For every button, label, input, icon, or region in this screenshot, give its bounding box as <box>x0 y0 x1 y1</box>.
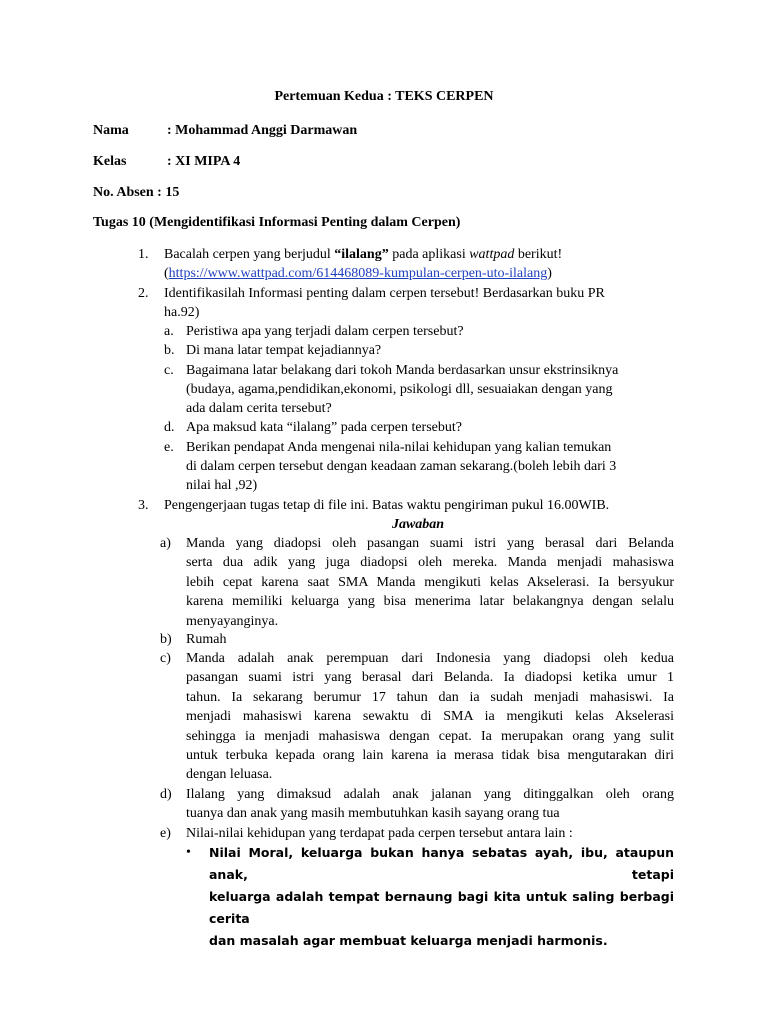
sub-a-label: a. <box>164 324 174 339</box>
sub-a-text: Peristiwa apa yang terjadi dalam cerpen tersebut? <box>186 324 464 339</box>
instruction-3-number: 3. <box>138 498 149 513</box>
answer-b-line: Rumah <box>186 632 227 647</box>
sub-d-text: Apa maksud kata “ilalang” pada cerpen tersebut? <box>186 420 462 435</box>
answer-e-label: e) <box>160 826 171 841</box>
instruction-1-link-line <box>164 264 552 283</box>
wattpad-link[interactable]: https://www.wattpad.com/614468089-kumpulan-cerpen-uto-ilalang <box>168 266 548 281</box>
name-label: Nama <box>93 123 129 138</box>
answer-c-text <box>186 649 674 785</box>
task-title: Tugas 10 (Mengidentifikasi Informasi Penting dalam Cerpen) <box>93 215 461 230</box>
sub-e-line-2: di dalam cerpen tersebut dengan keadaan zaman sekarang.(boleh lebih dari 3 <box>186 459 617 474</box>
sub-c-line-2: (budaya, agama,pendidikan,ekonomi, psikologi dll, sesuaiakan dengan yang <box>186 382 613 397</box>
sub-e-label: e. <box>164 440 174 455</box>
bullet-line: keluarga adalah tempat bernaung bagi kita untuk saling berbagi cerita <box>209 889 674 926</box>
answer-a-line: serta dua adik yang juga diadopsi oleh mereka. Manda menjadi mahasiswa <box>186 555 674 571</box>
answer-c-line: dengan leluasa. <box>186 767 273 783</box>
instruction-2-line-2: ha.92) <box>164 305 200 320</box>
answer-c-line: menjadi mahasiswi karena sewaktu di SMA ia mengikuti kelas Akselerasi <box>186 709 674 725</box>
instruction-1-number: 1. <box>138 247 149 262</box>
link-paren-open: ( <box>164 266 169 281</box>
sub-d-label: d. <box>164 420 175 435</box>
answer-d-label: d) <box>160 787 172 802</box>
story-title: “ilalang” <box>334 247 389 262</box>
answer-a-line: karena memiliki keluarga yang bisa menerima latar belakangnya dengan selalu <box>186 594 674 610</box>
sub-e-line-1: Berikan pendapat Anda mengenai nila-nilai kehidupan yang kalian temukan <box>186 440 612 455</box>
answer-a-line: Manda yang diadopsi oleh pasangan suami istri yang berasal dari Belanda <box>186 536 674 551</box>
sub-e-line-3: nilai hal ,92) <box>186 478 258 493</box>
answer-c-label: c) <box>160 651 171 666</box>
answer-a-line: menyayanginya. <box>186 613 279 629</box>
sub-c-line-1: Bagaimana latar belakang dari tokoh Manda berdasarkan unsur ekstrinsiknya <box>186 363 619 378</box>
answer-c-line: sehingga ia menjadi mahasiswa dengan cepat. Ia merupakan orang yang sulit <box>186 728 674 744</box>
answer-d-line: Ilalang yang dimaksud adalah anak jalanan yang ditinggalkan oleh orang <box>186 787 674 802</box>
class-value: : XI MIPA 4 <box>167 154 241 169</box>
name-value: : Mohammad Anggi Darmawan <box>167 123 358 138</box>
answer-b-label: b) <box>160 632 172 647</box>
sub-c-line-3: ada dalam cerita tersebut? <box>186 401 332 416</box>
answer-b-text <box>186 630 674 649</box>
instruction-2-number: 2. <box>138 286 149 301</box>
answer-c-line: pasangan suami istri yang berasal dari Belanda. Ia diadopsi ketika umur 1 <box>186 670 674 686</box>
answer-c-line: tahun. Ia sekarang berumur 17 tahun dan ia sudah menjadi mahasiswi. Ia <box>186 689 674 705</box>
instruction-1-text <box>164 245 562 264</box>
instruction-2-line-1: Identifikasilah Informasi penting dalam cerpen tersebut! Berdasarkan buku PR <box>164 286 605 301</box>
page-title: Pertemuan Kedua : TEKS CERPEN <box>274 89 494 104</box>
answer-e-line: Nilai-nilai kehidupan yang terdapat pada cerpen tersebut antara lain : <box>186 826 573 841</box>
answers-heading: Jawaban <box>391 517 445 532</box>
sub-b-label: b. <box>164 343 175 358</box>
answer-c-line: Manda adalah anak perempuan dari Indonesia yang diadopsi oleh kedua <box>186 651 674 666</box>
instruction-1-mid: pada aplikasi <box>388 247 470 262</box>
answer-a-label: a) <box>160 536 171 551</box>
bullet-text <box>209 842 674 952</box>
answer-a-text <box>186 534 674 631</box>
bullet-line: dan masalah agar membuat keluarga menjadi harmonis. <box>209 933 608 948</box>
answer-a-line: lebih cepat karena saat SMA Manda mengikuti kelas Akselerasi. Ia bersyukur <box>186 574 674 590</box>
bullet-dot-icon: • <box>186 845 191 860</box>
link-paren-close: ) <box>547 266 552 281</box>
instruction-1-pre: Bacalah cerpen yang berjudul <box>164 247 335 262</box>
absen-number: No. Absen : 15 <box>93 185 180 200</box>
answer-c-line: untuk terbuka kepada orang lain karena ia merasa tidak bisa mengutarakan diri <box>186 748 674 764</box>
class-label: Kelas <box>93 154 127 169</box>
app-name: wattpad <box>469 247 515 262</box>
answer-d-line: tuanya dan anak yang masih membutuhkan kasih sayang orang tua <box>186 806 560 822</box>
sub-b-text: Di mana latar tempat kejadiannya? <box>186 343 382 358</box>
instruction-3-text: Pengengerjaan tugas tetap di file ini. Batas waktu pengiriman pukul 16.00WIB. <box>164 498 610 513</box>
bullet-line: Nilai Moral, keluarga bukan hanya sebatas ayah, ibu, ataupun anak, tetapi <box>209 845 674 882</box>
sub-c-label: c. <box>164 363 174 378</box>
instruction-1-post: berikut! <box>514 247 563 262</box>
answer-e-text <box>186 824 674 843</box>
answer-d-text <box>186 785 674 824</box>
